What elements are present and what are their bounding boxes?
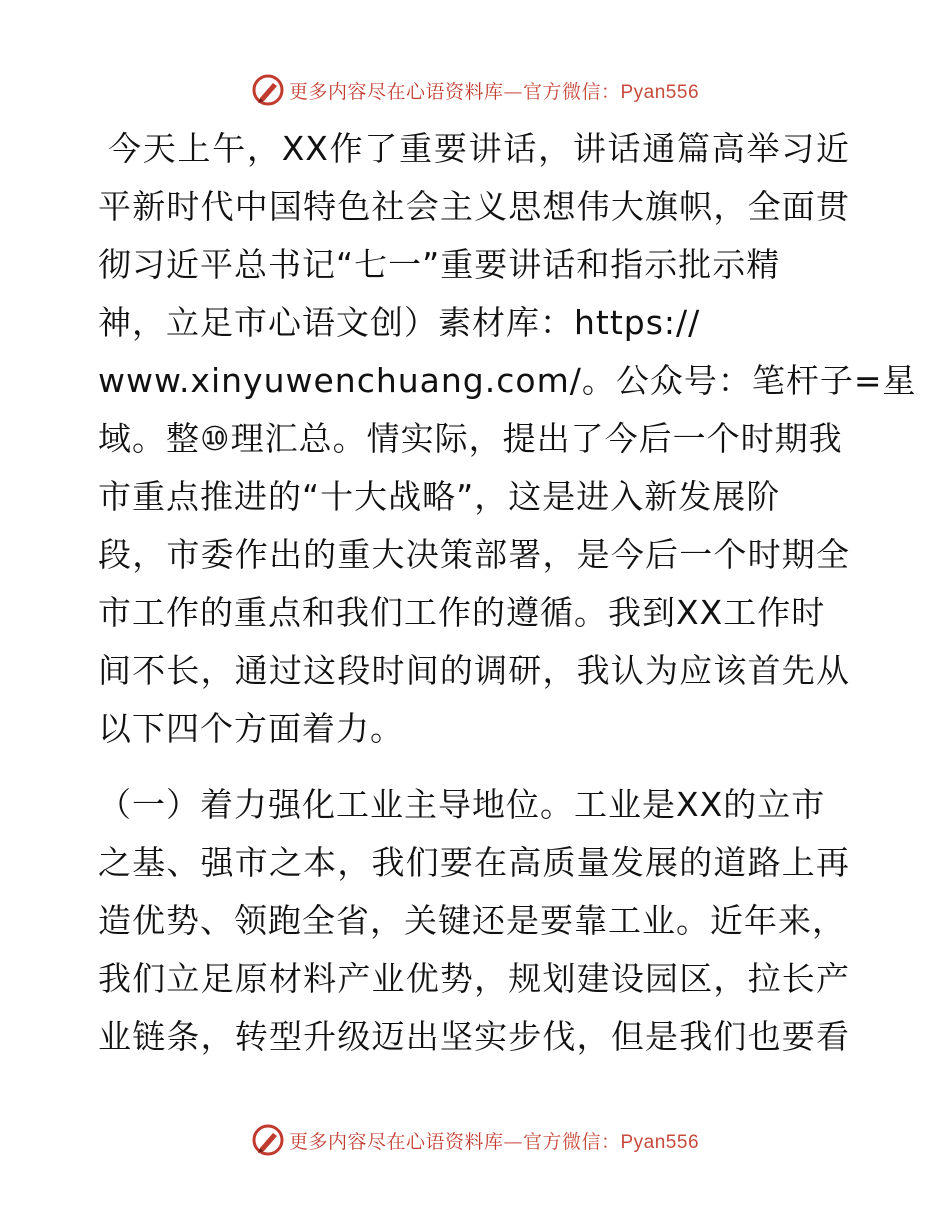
text-line: （一）着力强化工业主导地位。工业是XX的立市 xyxy=(98,785,826,824)
banner-text xyxy=(289,1127,699,1154)
text-line: www.xinyuwenchuang.com/。公众号：笔杆子=星 xyxy=(98,361,917,400)
text-line: 域。整⑩理汇总。情实际，提出了今后一个时期我 xyxy=(98,419,843,458)
banner-text xyxy=(289,77,699,104)
text-line: 之基、强市之本，我们要在高质量发展的道路上再 xyxy=(98,843,850,882)
text-line: 造优势、领跑全省，关键还是要靠工业。近年来， xyxy=(98,901,846,940)
banner-wechat-id: Pyan556 xyxy=(620,81,700,103)
text-line: 市工作的重点和我们工作的遵循。我到XX工作时 xyxy=(98,593,826,632)
pen-logo-icon xyxy=(251,73,285,107)
footer-watermark-banner xyxy=(0,1120,950,1160)
text-line: 间不长，通过这段时间的调研，我认为应该首先从 xyxy=(98,651,850,690)
banner-main-text: 更多内容尽在心语资料库 xyxy=(288,1130,504,1153)
text-line: 今天上午，XX作了重要讲话，讲话通篇高举习近 xyxy=(108,129,850,168)
paragraph-2 xyxy=(98,776,850,1066)
banner-wechat-label: 官方微信： xyxy=(522,80,621,103)
banner-wechat-label: 官方微信： xyxy=(522,1130,621,1153)
banner-wechat-id: Pyan556 xyxy=(620,1131,700,1153)
text-line: 彻习近平总书记“七一”重要讲话和指示批示精 xyxy=(98,245,781,284)
pen-logo-icon xyxy=(251,1123,285,1157)
header-watermark-banner xyxy=(0,70,950,110)
banner-separator: — xyxy=(503,80,523,103)
text-line: 神，立足市心语文创）素材库：https:// xyxy=(98,303,701,342)
paragraph-1 xyxy=(98,120,917,758)
banner-separator: — xyxy=(503,1130,523,1153)
text-line: 平新时代中国特色社会主义思想伟大旗帜，全面贯 xyxy=(98,187,850,226)
text-line: 业链条，转型升级迈出坚实步伐，但是我们也要看 xyxy=(98,1017,850,1056)
banner-main-text: 更多内容尽在心语资料库 xyxy=(288,80,504,103)
text-line: 我们立足原材料产业优势，规划建设园区，拉长产 xyxy=(98,959,850,998)
text-line: 市重点推进的“十大战略”，这是进入新发展阶 xyxy=(98,477,781,516)
text-line: 以下四个方面着力。 xyxy=(98,709,404,748)
text-line: 段，市委作出的重大决策部署，是今后一个时期全 xyxy=(98,535,850,574)
paragraph-gap xyxy=(98,758,850,776)
document-body xyxy=(98,120,917,1066)
